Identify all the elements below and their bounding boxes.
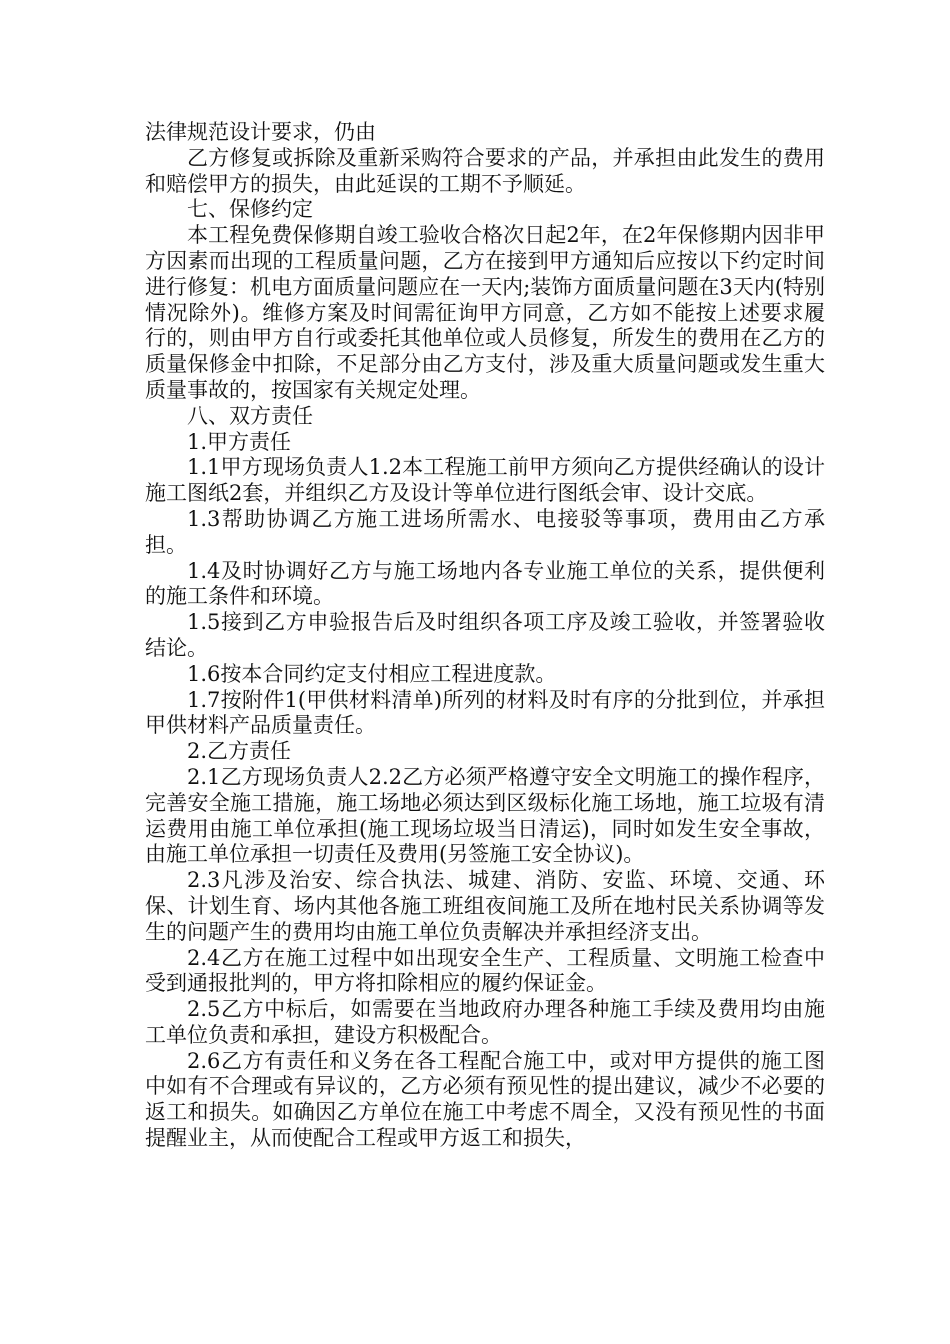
paragraph: 2.3凡涉及治安、综合执法、城建、消防、安监、环境、交通、环保、计划生育、场内其他各施工班组夜间施工及所在地村民关系协调等发生的问题产生的费用均由施工单位负责解决并承担经济支出。 [145, 868, 825, 944]
paragraph: 1.4及时协调好乙方与施工场地内各专业施工单位的关系，提供便利的施工条件和环境。 [145, 558, 825, 609]
paragraph: 1.1甲方现场负责人1.2本工程施工前甲方须向乙方提供经确认的设计施工图纸2套，并组织乙方及设计等单位进行图纸会审、设计交底。 [145, 455, 825, 506]
paragraph-continuation: 法律规范设计要求，仍由 [145, 120, 376, 144]
paragraph: 乙方修复或拆除及重新采购符合要求的产品，并承担由此发生的费用和赔偿甲方的损失，由此延误的工期不予顺延。 [145, 145, 825, 196]
document-page [145, 120, 825, 1152]
paragraph: 1.7按附件1(甲供材料清单)所列的材料及时有序的分批到位，并承担甲供材料产品质量责任。 [145, 687, 825, 738]
paragraph: 2.4乙方在施工过程中如出现安全生产、工程质量、文明施工检查中受到通报批判的，甲方将扣除相应的履约保证金。 [145, 945, 825, 996]
paragraph: 1.5接到乙方申验报告后及时组织各项工序及竣工验收，并签署验收结论。 [145, 610, 825, 660]
paragraph: 2.1乙方现场负责人2.2乙方必须严格遵守安全文明施工的操作程序，完善安全施工措施，施工场地必须达到区级标化施工场地，施工垃圾有清运费用由施工单位承担(施工现场垃圾当日清运)，同时如发生安全事故，由施工单位承担一切责任及费用(另签施工安全协议)。 [145, 764, 825, 867]
paragraph: 2.5乙方中标后，如需要在当地政府办理各种施工手续及费用均由施工单位负责和承担，建设方积极配合。 [145, 997, 825, 1047]
paragraph: 2.6乙方有责任和义务在各工程配合施工中，或对甲方提供的施工图中如有不合理或有异议的，乙方必须有预见性的提出建议，减少不必要的返工和损失。如确因乙方单位在施工中考虑不周全，又没有预见性的书面提醒业主，从而使配合工程或甲方返工和损失， [145, 1048, 825, 1151]
section-heading-warranty: 七、保修约定 [187, 197, 313, 222]
subheading-party-a: 1.甲方责任 [187, 429, 292, 454]
paragraph: 1.3帮助协调乙方施工进场所需水、电接驳等事项，费用由乙方承担。 [145, 506, 825, 557]
paragraph: 1.6按本合同约定支付相应工程进度款。 [187, 661, 557, 686]
paragraph: 本工程免费保修期自竣工验收合格次日起2年，在2年保修期内因非甲方因素而出现的工程质量问题，乙方在接到甲方通知后应按以下约定时间进行修复：机电方面质量问题应在一天内;装饰方面质量问题在3天内(特别情况除外)。维修方案及时间需征询甲方同意，乙方如不能按上述要求履行的，则由甲方自行或委托其他单位或人员修复，所发生的费用在乙方的质量保修金中扣除，不足部分由乙方支付，涉及重大质量问题或发生重大质量事故的，按国家有关规定处理。 [145, 223, 825, 402]
section-heading-responsibilities: 八、双方责任 [187, 403, 313, 428]
subheading-party-b: 2.乙方责任 [187, 739, 292, 764]
